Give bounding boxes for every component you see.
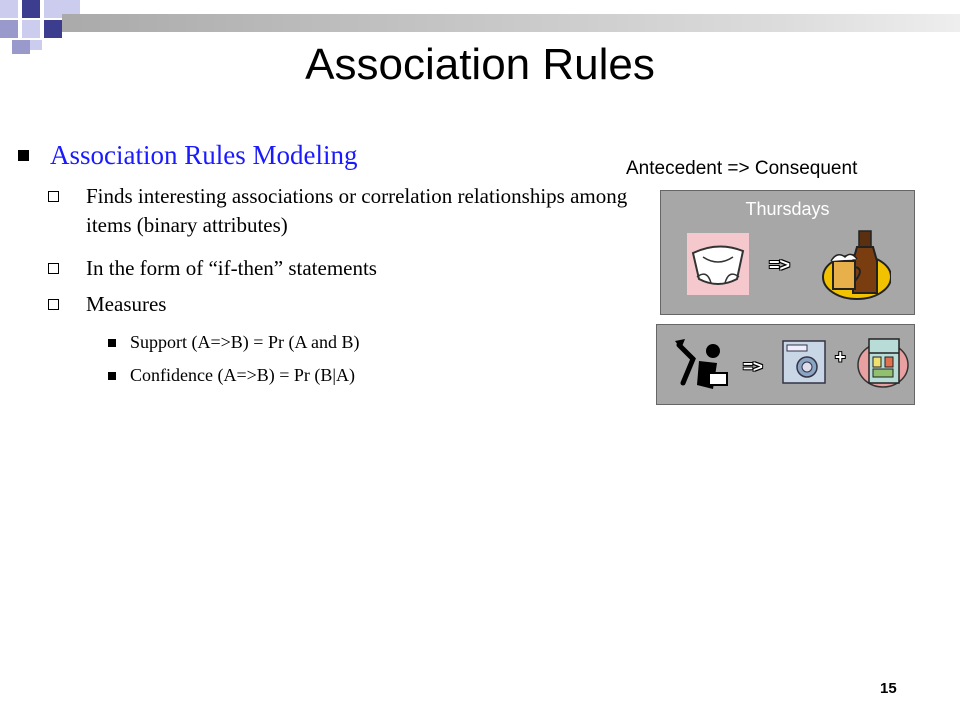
point-text: In the form of “if-then” statements <box>86 256 377 280</box>
heading-text: Association Rules Modeling <box>50 140 358 170</box>
point-text: Measures <box>86 292 167 316</box>
washer-icon <box>781 339 829 385</box>
plus-sign: + <box>835 347 846 367</box>
thursday-rule-panel <box>660 190 915 315</box>
diaper-icon <box>687 233 749 295</box>
page-number: 15 <box>880 680 897 697</box>
panel-label: Thursdays <box>745 199 830 219</box>
point-text: Finds interesting associations or correlation relationships among items (binary attributes) <box>86 184 628 237</box>
measure-text: Confidence (A=>B) = Pr (B|A) <box>130 365 356 385</box>
appliance-rule-panel <box>656 324 915 405</box>
square-bullet-icon <box>18 150 29 161</box>
rule-arrow: => <box>743 357 763 376</box>
tools-icon <box>673 337 731 393</box>
slide-title: Association Rules <box>305 40 655 89</box>
refrigerator-icon <box>857 335 909 389</box>
hollow-square-bullet-icon <box>48 299 59 310</box>
square-bullet-icon <box>108 372 116 380</box>
hollow-square-bullet-icon <box>48 191 59 202</box>
beer-icon <box>819 227 891 301</box>
hollow-square-bullet-icon <box>48 263 59 274</box>
square-bullet-icon <box>108 339 116 347</box>
rule-arrow: => <box>769 255 791 275</box>
measure-text: Support (A=>B) = Pr (A and B) <box>130 332 360 352</box>
illustration-caption: Antecedent => Consequent <box>626 158 858 179</box>
